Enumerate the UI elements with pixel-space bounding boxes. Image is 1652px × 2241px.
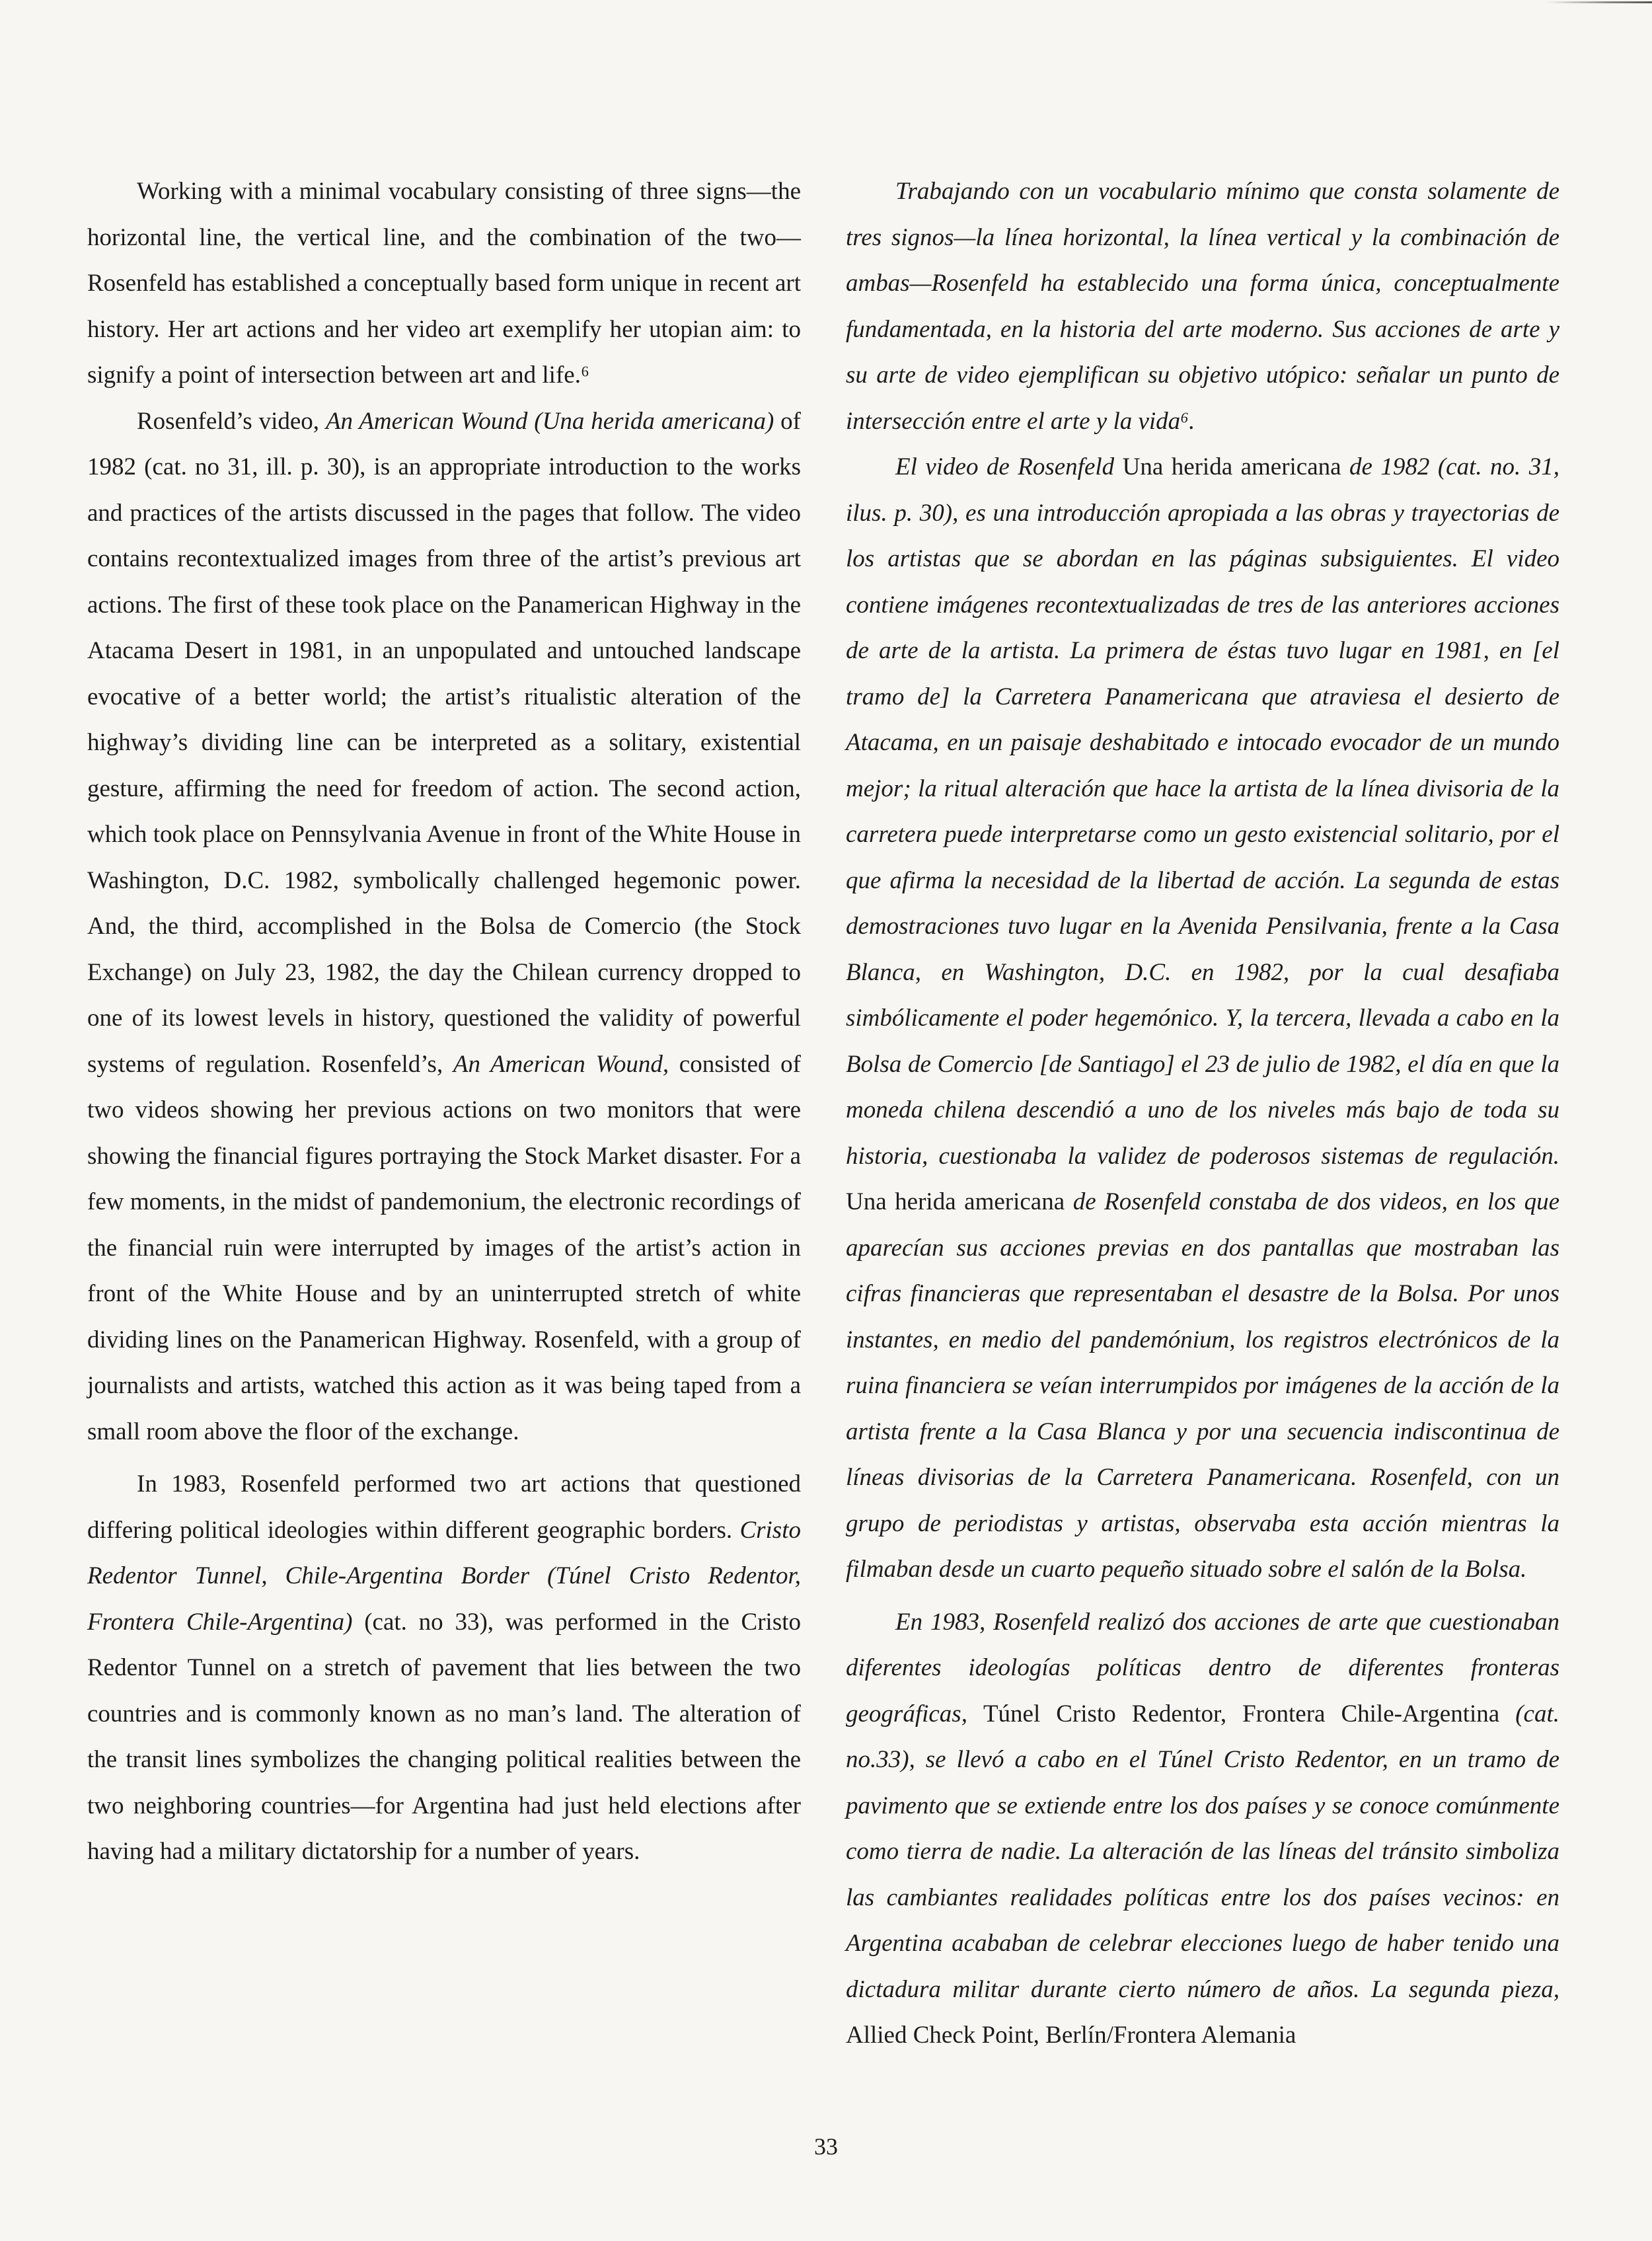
text-run: En 1983, Rosenfeld realizó dos acciones de arte que cuestionaban diferentes ideologías políticas dentro de diferentes fronteras geográficas, <box>846 1608 1559 1728</box>
text-run: consisted of two videos showing her previous actions on two monitors that were showing the financial figures portraying the Stock Market disaster. For a few moments, in the midst of pandemonium, the electronic recordings of the financial ruin were interrupted by images of the artist’s action in front of the White House and by an uninterrupted stretch of white dividing lines on the Panamerican Highway. Rosenfeld, with a group of journalists and artists, watched this action as it was being taped from a small room above the floor of the exchange. <box>87 1050 801 1445</box>
artwork-title: Cristo Redentor Tunnel, Chile-Argentina Border (Túnel Cristo Redentor, Frontera Chile-Argentina) <box>87 1516 801 1636</box>
artwork-title: Túnel Cristo Redentor, Frontera Chile-Argentina <box>983 1700 1500 1728</box>
text-run: (cat. no 33), was performed in the Cristo Redentor Tunnel on a stretch of pavement that lies between the two countries and is commonly known as no man’s land. The alteration of the transit lines symbolizes the changing political realities between the two neighboring countries—for Argentina had just held elections after having had a military dictatorship for a number of years. <box>87 1608 801 1865</box>
english-column <box>87 169 801 1875</box>
spanish-paragraph-2 <box>846 444 1559 1593</box>
scan-edge-mark <box>1546 1 1652 3</box>
artwork-title: Una herida americana <box>1122 453 1341 480</box>
text-run: In 1983, Rosenfeld performed two art actions that questioned differing political ideologies within different geographic borders. <box>87 1470 801 1544</box>
spanish-paragraph-3 <box>846 1599 1559 2059</box>
artwork-title: An American Wound, <box>453 1050 669 1078</box>
text-run: El video de Rosenfeld <box>895 453 1123 480</box>
spanish-paragraph-1: Trabajando con un vocabulario mínimo que consta solamente de tres signos—la línea horizontal, la línea vertical y la combinación de ambas—Rosenfeld ha establecido una forma única, conceptualmente fundamentada, en la historia del arte moderno. Sus acciones de arte y su arte de video ejemplifican su objetivo utópico: señalar un punto de intersección entre el arte y la vida⁶. <box>846 178 1559 435</box>
artwork-title: An American Wound (Una herida americana) <box>325 407 774 435</box>
english-paragraph-2 <box>87 399 801 1455</box>
spanish-column <box>846 169 1559 2059</box>
text-run: of 1982 (cat. no 31, ill. p. 30), is an appropriate introduction to the works and practices of the artists discussed in the pages that follow. The video contains recontextualized images from three of the artist’s previous art actions. The first of these took place on the Panamerican Highway in the Atacama Desert in 1981, in an unpopulated and untouched landscape evocative of a better world; the artist’s ritualistic alteration of the highway’s dividing line can be interpreted as a solitary, existential gesture, affirming the need for freedom of action. The second action, which took place on Pennsylvania Avenue in front of the White House in Washington, D.C. 1982, symbolically challenged hegemonic power. And, the third, accomplished in the Bolsa de Comercio (the Stock Exchange) on July 23, 1982, the day the Chilean currency dropped to one of its lowest levels in history, questioned the validity of powerful systems of regulation. Rosenfeld’s, <box>87 407 801 1078</box>
artwork-title: Allied Check Point, Berlín/Frontera Alemania <box>846 2022 1296 2049</box>
text-run: Rosenfeld’s video, <box>137 407 326 435</box>
english-paragraph-3 <box>87 1461 801 1875</box>
page-number: 33 <box>814 2133 838 2160</box>
text-run: de Rosenfeld constaba de dos videos, en los que aparecían sus acciones previas en dos pantallas que mostraban las cifras financieras que representaban el desastre de la Bolsa. Por unos instantes, en medio del pandemónium, los registros electrónicos de la ruina financiera se veían interrumpidos por imágenes de la acción de la artista frente a la Casa Blanca y por una secuencia indiscontinua de líneas divisorias de la Carretera Panamericana. Rosenfeld, con un grupo de periodistas y artistas, observaba esta acción mientras la filmaban desde un cuarto pequeño situado sobre el salón de la Bolsa. <box>846 1188 1559 1583</box>
text-run: (cat. no.33), se llevó a cabo en el Túnel Cristo Redentor, en un tramo de pavimento que se extiende entre los dos países y se conoce comúnmente como tierra de nadie. La alteración de las líneas del tránsito simboliza las cambiantes realidades políticas entre los dos países vecinos: en Argentina acababan de celebrar elecciones luego de haber tenido una dictadura militar durante cierto número de años. La segunda pieza, <box>846 1700 1559 2003</box>
text-run: de 1982 (cat. no. 31, ilus. p. 30), es una introducción apropiada a las obras y trayectorias de los artistas que se abordan en las páginas subsiguientes. El video contiene imágenes recontextualizadas de tres de las anteriores acciones de arte de la artista. La primera de éstas tuvo lugar en 1981, en [el tramo de] la Carretera Panamericana que atraviesa el desierto de Atacama, en un paisaje deshabitado e intocado evocador de un mundo mejor; la ritual alteración que hace la artista de la línea divisoria de la carretera puede interpretarse como un gesto existencial solitario, por el que afirma la necesidad de la libertad de acción. La segunda de estas demostraciones tuvo lugar en la Avenida Pensilvania, frente a la Casa Blanca, en Washington, D.C. en 1982, por la cual desafiaba simbólicamente el poder hegemónico. Y, la tercera, llevada a cabo en la Bolsa de Comercio [de Santiago] el 23 de julio de 1982, el día en que la moneda chilena descendió a uno de los niveles más bajo de toda su historia, cuestionaba la validez de poderosos sistemas de regulación. <box>846 453 1559 1170</box>
artwork-title: Una herida americana <box>846 1188 1065 1215</box>
english-paragraph-1: Working with a minimal vocabulary consisting of three signs—the horizontal line, the vertical line, and the combination of the two—Rosenfeld has established a conceptually based form unique in recent art history. Her art actions and her video art exemplify her utopian aim: to signify a point of intersection between art and life.⁶ <box>87 178 801 389</box>
